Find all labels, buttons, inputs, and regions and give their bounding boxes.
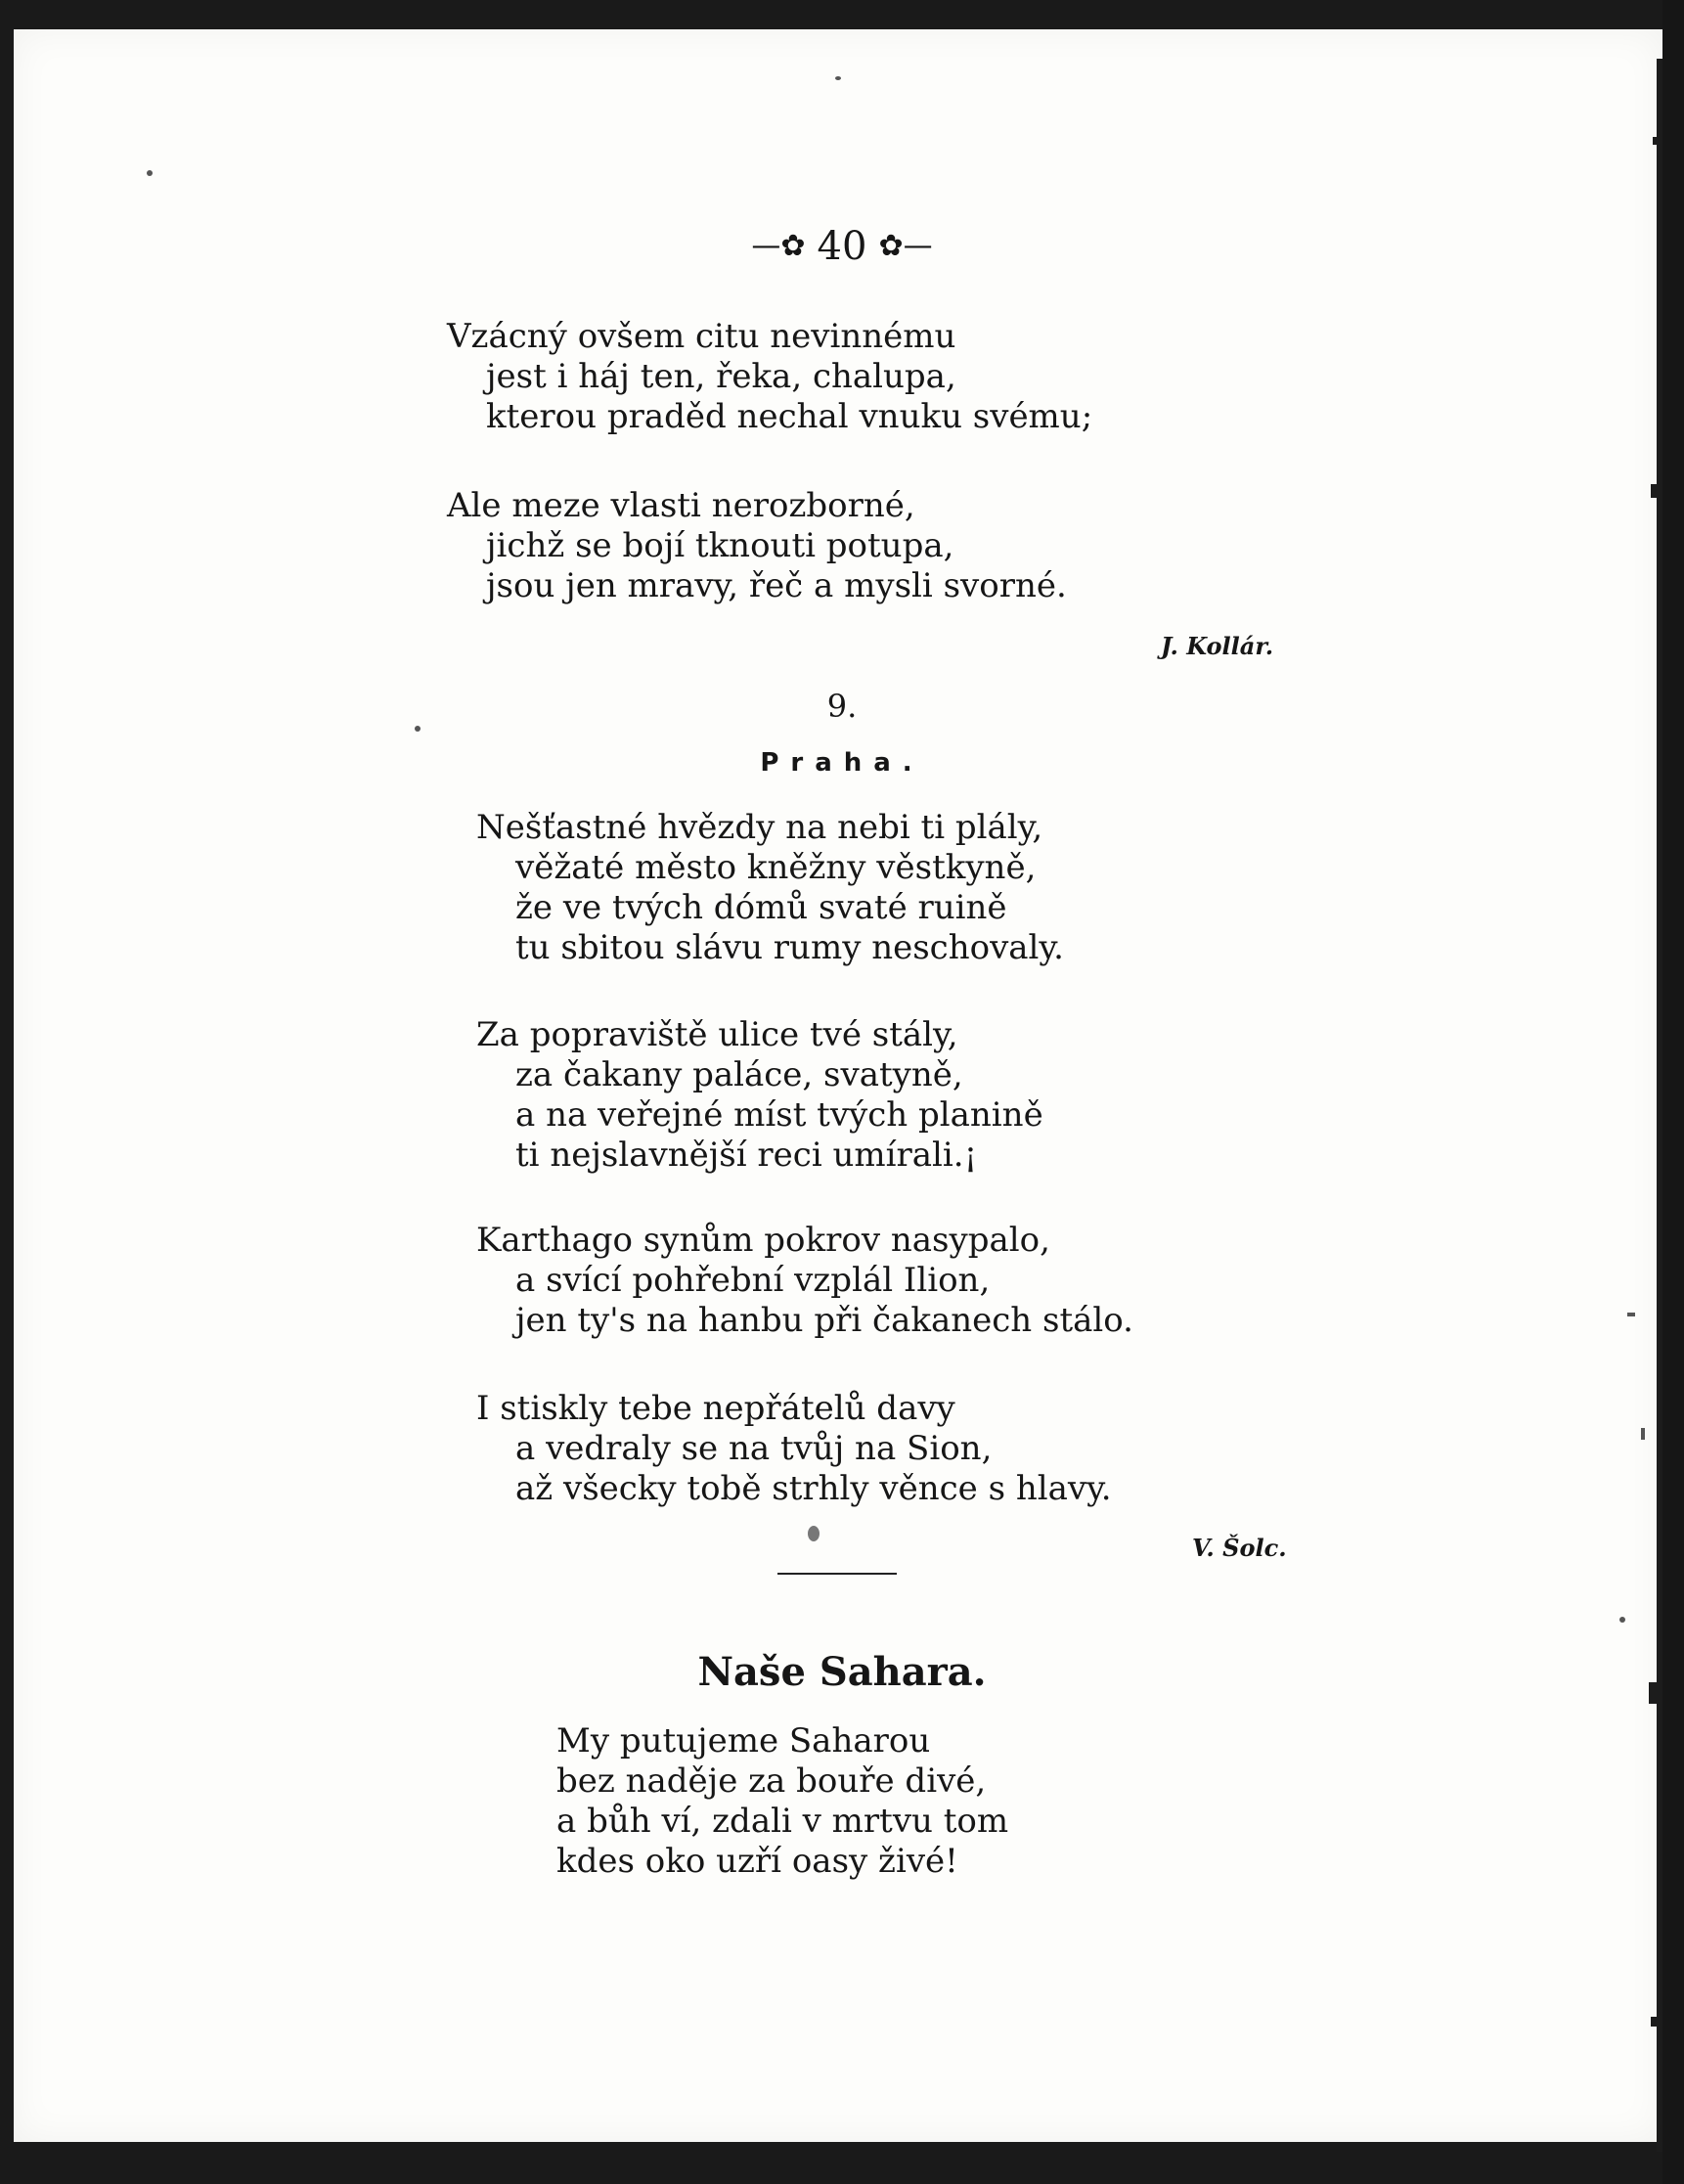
poem-line: věžaté město kněžny věstkyně, — [515, 848, 1037, 887]
poem-title: Praha. — [760, 748, 924, 778]
author-signature: J. Kollár. — [1161, 632, 1274, 660]
scan-border-top — [0, 0, 1684, 29]
poem-number: 9. — [826, 688, 858, 725]
poem-line: a vedraly se na tvůj na Sion, — [515, 1429, 993, 1468]
scan-border-right — [1662, 0, 1684, 2184]
poem-line: kterou praděd nechal vnuku svému; — [486, 397, 1093, 436]
poem-line: jsou jen mravy, řeč a mysli svorné. — [486, 566, 1067, 605]
poem-line: až všecky tobě strhly věnce s hlavy. — [515, 1469, 1112, 1508]
page-speck — [1641, 1428, 1645, 1440]
poem-line: bez naděje za bouře divé, — [556, 1761, 987, 1801]
scan-border-left — [0, 0, 14, 2184]
page-speck — [835, 76, 841, 80]
poem-line: I stiskly tebe nepřátelů davy — [476, 1389, 955, 1428]
poem-line: za čakany paláce, svatyně, — [515, 1055, 963, 1094]
praha-stanza-3 — [476, 1221, 1133, 1341]
poem-line: Vzácný ovšem citu nevinnému — [447, 317, 956, 356]
poem-line: Karthago synům pokrov nasypalo, — [476, 1221, 1050, 1260]
page-speck — [1619, 1617, 1625, 1623]
praha-stanza-2 — [476, 1015, 1043, 1176]
page-speck — [808, 1526, 820, 1541]
sahara-stanza-1 — [556, 1721, 1008, 1882]
poem-line: že ve tvých dómů svaté ruině — [515, 888, 1007, 927]
page-speck — [147, 170, 153, 176]
poem-line: jichž se bojí tknouti potupa, — [486, 526, 954, 565]
poem-line: Nešťastné hvězdy na nebi ti plály, — [476, 808, 1043, 847]
kollar-stanza-1 — [447, 317, 1092, 437]
section-title: Naše Sahara. — [697, 1649, 987, 1695]
poem-line: tu sbitou slávu rumy neschovaly. — [515, 928, 1064, 967]
scan-border-bottom — [0, 2142, 1684, 2184]
author-signature: V. Šolc. — [1192, 1534, 1287, 1562]
poem-line: My putujeme Saharou — [556, 1721, 931, 1761]
section-divider — [777, 1573, 897, 1575]
ornament-right-icon: ✿— — [878, 229, 933, 263]
ornament-left-icon: —✿ — [751, 229, 806, 263]
praha-stanza-1 — [476, 808, 1064, 968]
poem-line: Ale meze vlasti nerozborné, — [447, 486, 915, 525]
poem-line: jen ty's na hanbu při čakanech stálo. — [515, 1301, 1133, 1340]
page-number: 40 — [817, 224, 867, 269]
poem-line: a svící pohřební vzplál Ilion, — [515, 1261, 991, 1300]
page-speck — [415, 726, 421, 732]
poem-line: kdes oko uzří oasy živé! — [556, 1842, 958, 1881]
poem-line: a na veřejné míst tvých planině — [515, 1095, 1043, 1135]
poem-line: jest i háj ten, řeka, chalupa, — [486, 357, 956, 396]
binding-edge — [1649, 0, 1662, 2184]
page-number-header — [0, 217, 1684, 276]
poem-line: a bůh ví, zdali v mrtvu tom — [556, 1802, 1009, 1841]
poem-line: Za popraviště ulice tvé stály, — [476, 1015, 958, 1054]
page-speck — [1627, 1313, 1635, 1316]
kollar-stanza-2 — [447, 486, 1067, 606]
poem-line: ti nejslavnější reci umírali.¡ — [515, 1136, 978, 1175]
praha-stanza-4 — [476, 1389, 1112, 1509]
